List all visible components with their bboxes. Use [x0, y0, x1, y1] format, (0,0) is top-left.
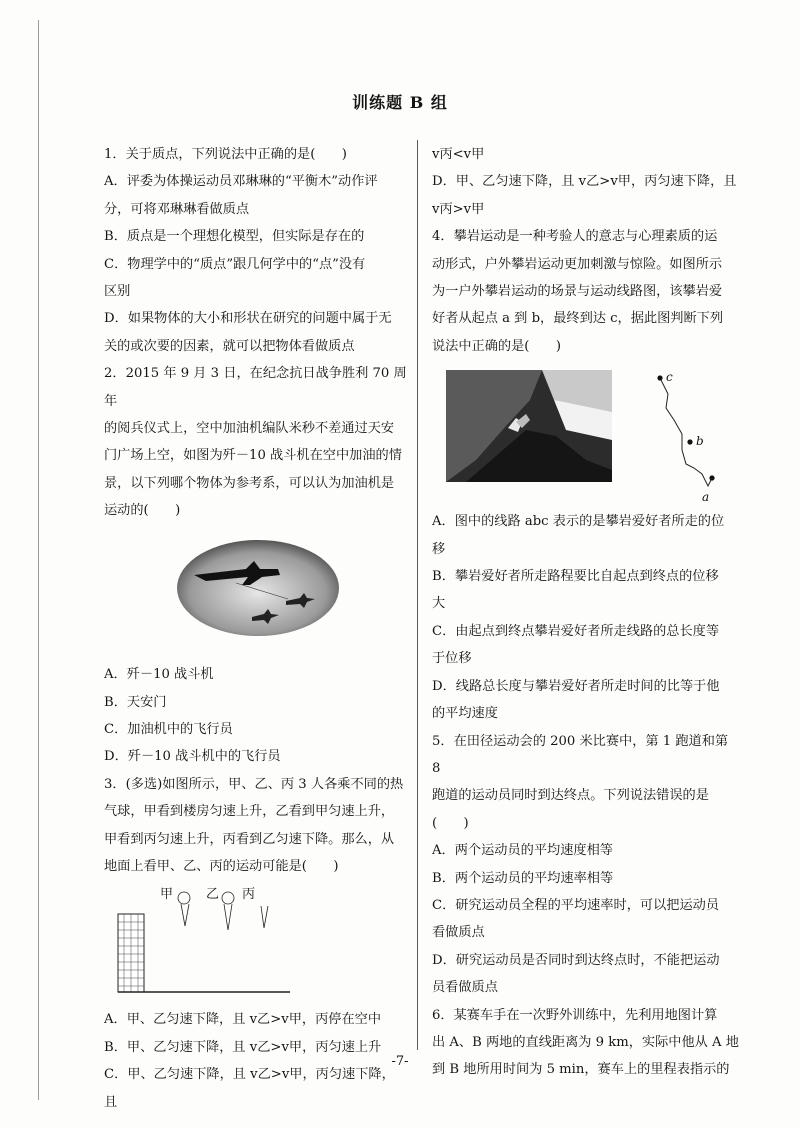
text-line: 于位移	[432, 651, 472, 667]
text-line: C．甲、乙匀速下降，且 v乙>v甲，丙匀速下降，且	[104, 1067, 395, 1110]
text-line: 看做质点	[432, 925, 485, 941]
refueling-photo	[176, 539, 340, 637]
text-line: 大	[432, 596, 446, 612]
text-line: 移	[432, 541, 446, 557]
text-line: 运动的( )	[104, 503, 181, 519]
text-line: D．如果物体的大小和形状在研究的问题中属于无	[104, 311, 392, 327]
text-line: 6．某赛车手在一次野外训练中，先利用地图计算	[432, 1007, 718, 1023]
text-line: 5．在田径运动会的 200 米比赛中，第 1 跑道和第 8	[432, 733, 729, 776]
question-text-block-2	[104, 661, 407, 880]
text-line: v丙>v甲	[432, 201, 485, 217]
text-line: 的阅兵仪式上，空中加油机编队米秒不差通过天安	[104, 421, 395, 437]
text-line: 地面上看甲、乙、丙的运动可能是( )	[104, 858, 339, 874]
text-line: 到 B 地所用时间为 5 min，赛车上的里程表指示的	[432, 1062, 730, 1078]
climbing-photo	[446, 370, 612, 482]
text-line: B．攀岩爱好者所走路程要比自起点到终点的位移	[432, 569, 719, 585]
text-line: 为一户外攀岩运动的场景与运动线路图，该攀岩爱	[432, 284, 723, 300]
text-line: D．线路总长度与攀岩爱好者所走时间的比等于他	[432, 678, 720, 694]
text-line: A．图中的线路 abc 表示的是攀岩爱好者所走的位	[432, 514, 725, 530]
text-line: 出 A、B 两地的直线距离为 9 km，实际中他从 A 地	[432, 1034, 739, 1050]
text-line: D．甲、乙匀速下降，且 v乙>v甲，丙匀速下降，且	[432, 174, 737, 190]
text-line: B．甲、乙匀速下降，且 v乙>v甲，丙匀速上升	[104, 1039, 382, 1055]
left-column	[104, 141, 407, 1116]
balloon-label-yi: 乙	[206, 887, 220, 903]
text-line: C．研究运动员全程的平均速率时，可以把运动员	[432, 897, 720, 913]
text-line: A．歼－10 战斗机	[104, 667, 214, 683]
balloon-figure	[104, 884, 407, 1004]
right-column	[432, 141, 740, 1084]
text-line: 区别	[104, 284, 131, 300]
text-line: 分，可将邓琳琳看做质点	[104, 201, 250, 217]
page-edge-line	[38, 20, 39, 1100]
text-line: 门广场上空，如图为歼－10 战斗机在空中加油的情	[104, 448, 402, 464]
page-number: -7-	[391, 1054, 409, 1069]
text-line: 3．(多选)如图所示，甲、乙、丙 3 人各乘不同的热	[104, 776, 404, 792]
text-line: B．天安门	[104, 694, 167, 710]
question-text-block-1	[104, 141, 407, 525]
route-label-b: b	[696, 434, 704, 449]
question-text-block-5	[432, 508, 740, 1084]
text-line: 好者从起点 a 到 b，最终到达 c，据此图判断下列	[432, 311, 724, 327]
text-line: D．研究运动员是否同时到达终点时，不能把运动	[432, 952, 720, 968]
page-title: 训练题 B 组	[352, 93, 448, 112]
text-line: B．两个运动员的平均速率相等	[432, 870, 614, 886]
column-divider	[417, 140, 418, 1050]
text-line: D．歼－10 战斗机中的飞行员	[104, 749, 281, 765]
text-line: 关的或次要的因素，就可以把物体看做质点	[104, 338, 355, 354]
text-line: 4．攀岩运动是一种考验人的意志与心理素质的运	[432, 229, 718, 245]
balloon-label-bing: 丙	[242, 887, 256, 903]
route-diagram	[632, 368, 742, 500]
question-text-block-4	[432, 141, 740, 360]
route-label-c: c	[666, 370, 673, 385]
text-line: A．甲、乙匀速下降，且 v乙>v甲，丙停在空中	[104, 1012, 382, 1028]
text-line: C．物理学中的“质点”跟几何学中的“点”没有	[104, 256, 366, 272]
text-line: B．质点是一个理想化模型，但实际是存在的	[104, 229, 365, 245]
text-line: 动形式，户外攀岩运动更加刺激与惊险。如图所示	[432, 256, 723, 272]
text-line: 说法中正确的是( )	[432, 338, 561, 354]
text-line: 景，以下列哪个物体为参考系，可以认为加油机是	[104, 475, 395, 491]
text-line: v丙<v甲	[432, 147, 485, 162]
route-label-a: a	[702, 490, 710, 505]
text-line: 2．2015 年 9 月 3 日，在纪念抗日战争胜利 70 周年	[104, 366, 407, 409]
text-line: 甲看到丙匀速上升，丙看到乙匀速下降。那么，从	[104, 831, 395, 847]
text-line: A．评委为体操运动员邓琳琳的“平衡木”动作评	[104, 174, 378, 190]
text-line: 气球，甲看到楼房匀速上升，乙看到甲匀速上升，	[104, 804, 395, 820]
text-line: 员看做质点	[432, 980, 498, 996]
text-line: 跑道的运动员同时到达终点。下列说法错误的是	[432, 788, 709, 804]
text-line: 1．关于质点，下列说法中正确的是( )	[104, 147, 347, 162]
climbing-figure	[432, 368, 740, 505]
text-line: A．两个运动员的平均速度相等	[432, 843, 613, 859]
text-line: C．加油机中的飞行员	[104, 721, 233, 737]
balloon-label-jia: 甲	[160, 887, 174, 903]
text-line: ( )	[432, 815, 469, 831]
text-line: C．由起点到终点攀岩爱好者所走线路的总长度等	[432, 623, 720, 639]
text-line: 的平均速度	[432, 706, 498, 722]
